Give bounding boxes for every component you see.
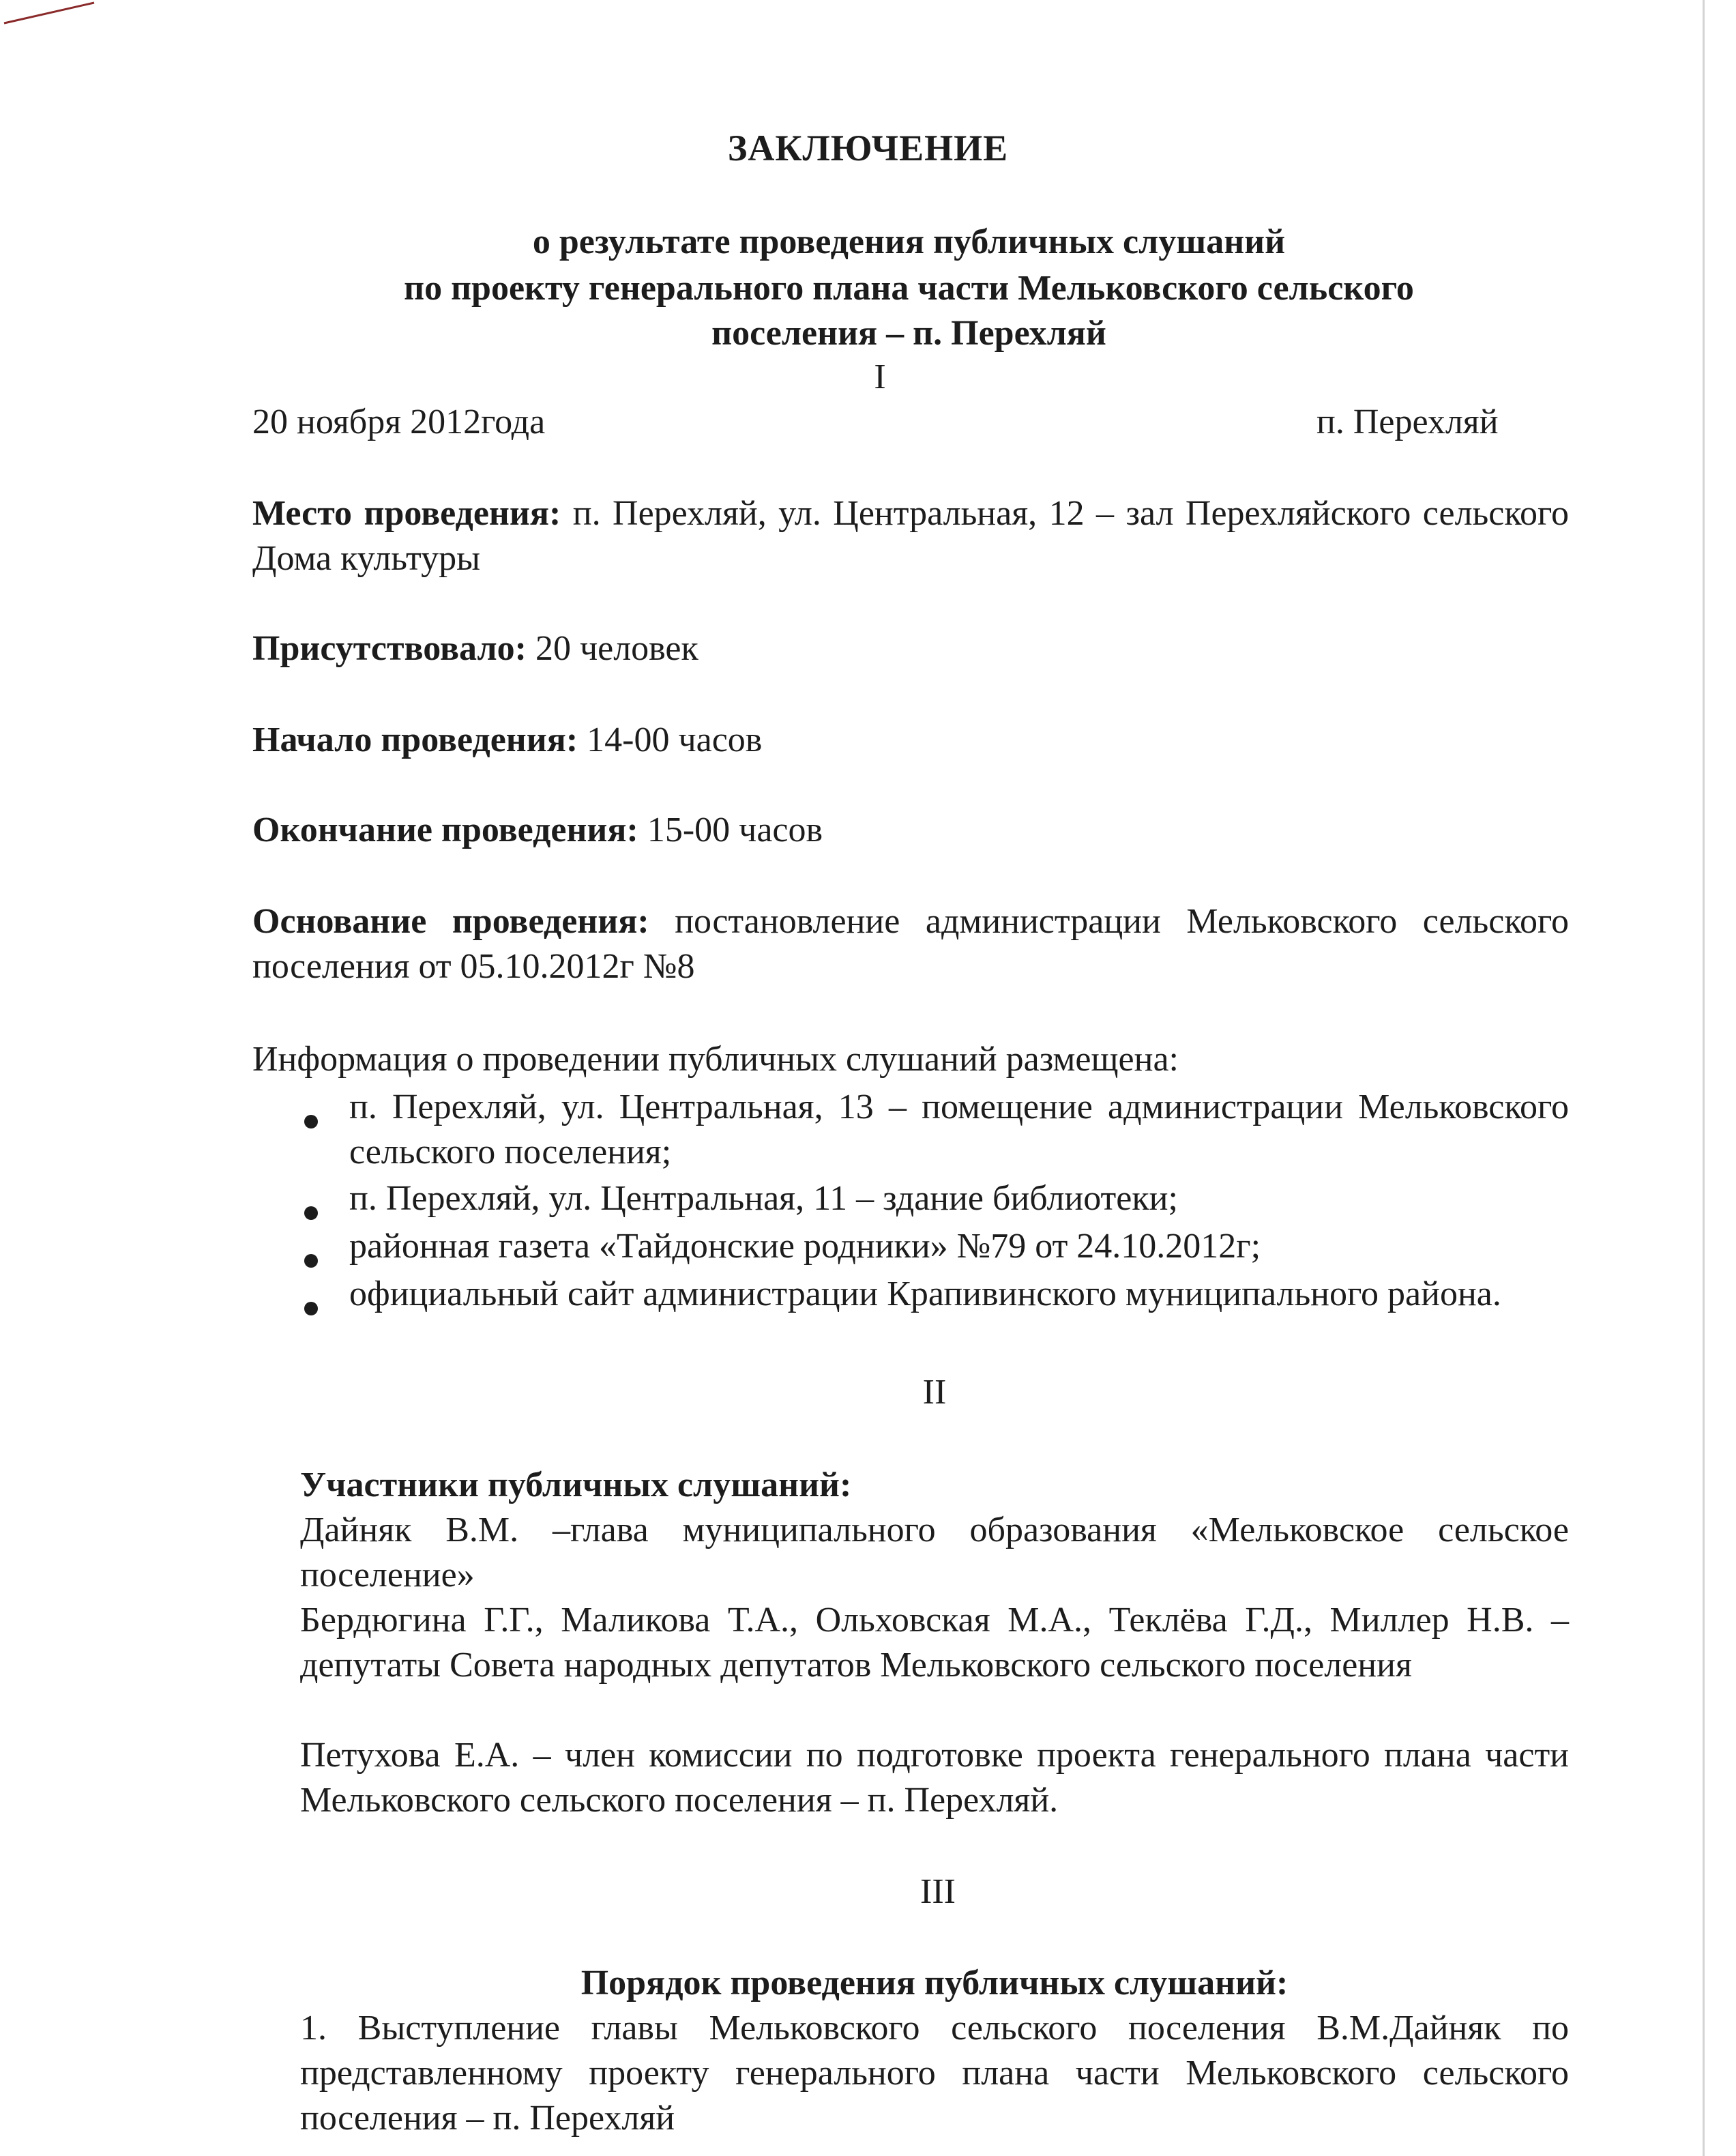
end-paragraph [252, 808, 823, 853]
end-value: 15-00 часов [647, 811, 823, 849]
subtitle-line-1: о результате проведения публичных слушаний [532, 222, 1286, 261]
basis-paragraph [252, 899, 1569, 989]
subtitle-line-2: по проекту генерального плана части Мельковского сельского [404, 269, 1414, 308]
subtitle-line-3: поселения – п. Перехляй [711, 314, 1106, 353]
info-item-3: районная газета «Тайдонские родники» №79 от 24.10.2012г; [349, 1227, 1261, 1266]
participant-entry-3: Петухова Е.А. – член комиссии по подготовке проекта генерального плана части Мельковского сельского поселения – п. Перехляй. [300, 1736, 1569, 1820]
scan-edge-shadow [1703, 0, 1705, 2156]
start-label: Начало проведения: [252, 720, 578, 759]
attended-label: Присутствовало: [252, 629, 527, 668]
participant-entry-2: Бердюгина Г.Г., Маликова Т.А., Ольховская М.А., Теклёва Г.Д., Миллер Н.В. – депутаты Совета народных депутатов Мельковского сельского поселения [300, 1601, 1569, 1685]
end-label: Окончание проведения: [252, 811, 638, 849]
section-number-1: I [874, 358, 886, 396]
bullet-icon [304, 1254, 318, 1268]
attended-value: 20 человек [535, 629, 698, 668]
info-item-1: п. Перехляй, ул. Центральная, 13 – помещение администрации Мельковского сельского поселения; [349, 1088, 1569, 1171]
start-paragraph [252, 718, 762, 763]
info-item-4: официальный сайт администрации Крапивинского муниципального района. [349, 1274, 1501, 1313]
basis-label: Основание проведения: [252, 902, 649, 941]
procedure-item-1: 1. Выступление главы Мельковского сельского поселения В.М.Дайняк по представленному проекту генерального плана части Мельковского сельского поселения – п. Перехляй [300, 2009, 1569, 2138]
section-number-3: III [920, 1872, 956, 1911]
participants-heading: Участники публичных слушаний: [300, 1466, 852, 1504]
bullet-icon [304, 1302, 318, 1315]
attended-paragraph [252, 626, 698, 671]
document-place: п. Перехляй [1316, 403, 1499, 441]
info-item-2: п. Перехляй, ул. Центральная, 11 – здание библиотеки; [349, 1179, 1178, 1218]
participant-entry-1: Дайняк В.М. –глава муниципального образования «Мельковское сельское поселение» [300, 1511, 1569, 1594]
document-date: 20 ноября 2012года [252, 403, 546, 441]
info-intro: Информация о проведении публичных слушаний размещена: [252, 1040, 1179, 1079]
basis-value: постановление администрации Мельковского сельского поселения от 05.10.2012г №8 [252, 902, 1570, 986]
procedure-heading: Порядок проведения публичных слушаний: [580, 1964, 1289, 2002]
venue-label: Место проведения: [252, 494, 561, 533]
start-value: 14-00 часов [587, 720, 763, 759]
document-title: ЗАКЛЮЧЕНИЕ [727, 128, 1009, 169]
pen-mark-icon [3, 0, 98, 27]
section-number-2: II [922, 1373, 947, 1412]
venue-paragraph [252, 491, 1569, 581]
bullet-icon [304, 1206, 318, 1220]
bullet-icon [304, 1115, 318, 1128]
venue-value: п. Перехляй, ул. Центральная, 12 – зал Перехляйского сельского Дома культуры [252, 494, 1569, 578]
